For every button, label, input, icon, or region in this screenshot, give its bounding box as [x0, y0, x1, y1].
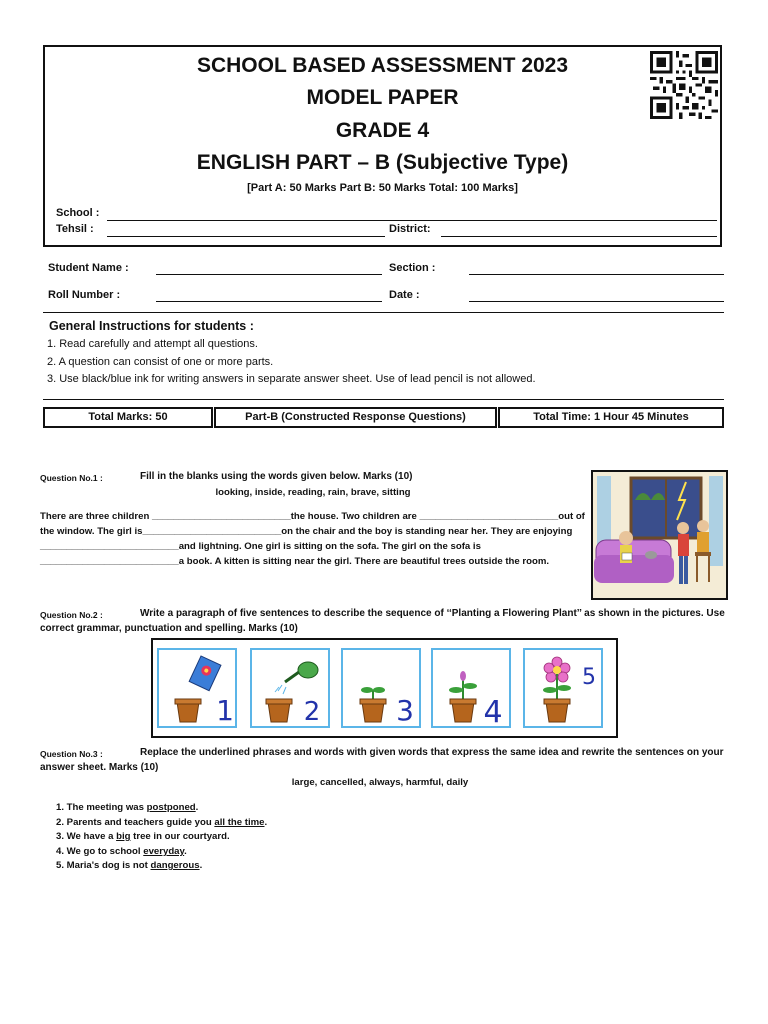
school-label: School :	[56, 207, 100, 219]
step-panel	[523, 648, 603, 728]
q3-sentence: 3. We have a big tree in our courtyard.	[56, 831, 230, 842]
section-line[interactable]	[469, 274, 724, 275]
step-panel	[250, 648, 330, 728]
instruction-item: 3. Use black/blue ink for writing answers in separate answer sheet. Use of lead pencil is not allowed.	[47, 373, 536, 385]
step-number: 2	[303, 697, 321, 726]
district-line[interactable]	[441, 236, 717, 237]
instruction-item: 1. Read carefully and attempt all questions.	[47, 338, 258, 350]
q2-instruction: Write a paragraph of five sentences to describe the sequence of ‘‘Planting a Flowering Plant’’ as shown in the pictures. Use	[140, 608, 725, 619]
q2-label: Question No.2 :	[40, 610, 103, 620]
q3-sentence: 1. The meeting was postponed.	[56, 802, 199, 813]
student-name-label: Student Name :	[48, 262, 129, 274]
assessment-title: SCHOOL BASED ASSESSMENT 2023	[196, 54, 569, 77]
roll-number-line[interactable]	[156, 301, 382, 302]
part-label: Part-B (Constructed Response Questions)	[214, 407, 497, 428]
q3-sentence: 4. We go to school everyday.	[56, 846, 187, 857]
header-box	[43, 45, 722, 247]
total-marks: Total Marks: 50	[43, 407, 213, 428]
q3-instruction: Replace the underlined phrases and words with given words that express the same idea and rewrite the sentences on your	[140, 747, 724, 758]
step-number: 5	[582, 665, 596, 690]
q3-label: Question No.3 :	[40, 749, 103, 759]
step-panel	[157, 648, 237, 728]
q1-instruction: Fill in the blanks using the words given below. Marks (10)	[140, 471, 413, 482]
q2-instruction-cont: correct grammar, punctuation and spelling. Marks (10)	[40, 623, 298, 634]
paper-type: MODEL PAPER	[306, 86, 459, 109]
step-number: 4	[483, 695, 503, 726]
step-number: 3	[396, 694, 414, 726]
grade: GRADE 4	[335, 119, 430, 142]
divider	[43, 312, 724, 313]
marks-note: [Part A: 50 Marks Part B: 50 Marks Total: 100 Marks]	[247, 182, 518, 194]
marks-bar	[43, 407, 724, 428]
q3-sentence: 5. Maria's dog is not dangerous.	[56, 860, 203, 871]
total-time: Total Time: 1 Hour 45 Minutes	[498, 407, 724, 428]
q3-sentence: 2. Parents and teachers guide you all the time.	[56, 817, 268, 828]
q1-line: __________________________a book. A kitten is sitting near the girl. There are beautiful trees outside the room.	[40, 556, 550, 567]
instruction-item: 2. A question can consist of one or more parts.	[47, 356, 274, 368]
q1-line: __________________________and lightning. One girl is sitting on the sofa. The girl on the sofa is	[40, 541, 481, 552]
tehsil-label: Tehsil :	[56, 223, 94, 235]
q1-line: There are three children __________________________the house. Two children are __________________________out of	[40, 511, 585, 522]
student-name-line[interactable]	[156, 274, 382, 275]
step-number: 1	[216, 694, 234, 726]
divider	[43, 399, 724, 400]
step-panel	[341, 648, 421, 728]
q1-line: the window. The girl is__________________________on the chair and the boy is standing near her. They are enjoying	[40, 526, 573, 537]
school-line[interactable]	[107, 220, 717, 221]
district-label: District:	[389, 223, 431, 235]
section-label: Section :	[389, 262, 436, 274]
q3-word-bank: large, cancelled, always, harmful, daily	[291, 777, 469, 788]
step-panel	[431, 648, 511, 728]
qr-code-icon	[650, 51, 718, 119]
instructions-title: General Instructions for students :	[49, 319, 254, 333]
subject-title: ENGLISH PART – B (Subjective Type)	[196, 151, 569, 174]
q1-word-bank: looking, inside, reading, rain, brave, sitting	[215, 487, 411, 498]
roll-number-label: Roll Number :	[48, 289, 121, 301]
date-line[interactable]	[469, 301, 724, 302]
date-label: Date :	[389, 289, 420, 301]
children-room-illustration	[591, 470, 728, 600]
planting-sequence	[151, 638, 618, 738]
tehsil-line[interactable]	[107, 236, 385, 237]
q3-instruction-cont: answer sheet. Marks (10)	[40, 762, 159, 773]
q1-label: Question No.1 :	[40, 473, 103, 483]
